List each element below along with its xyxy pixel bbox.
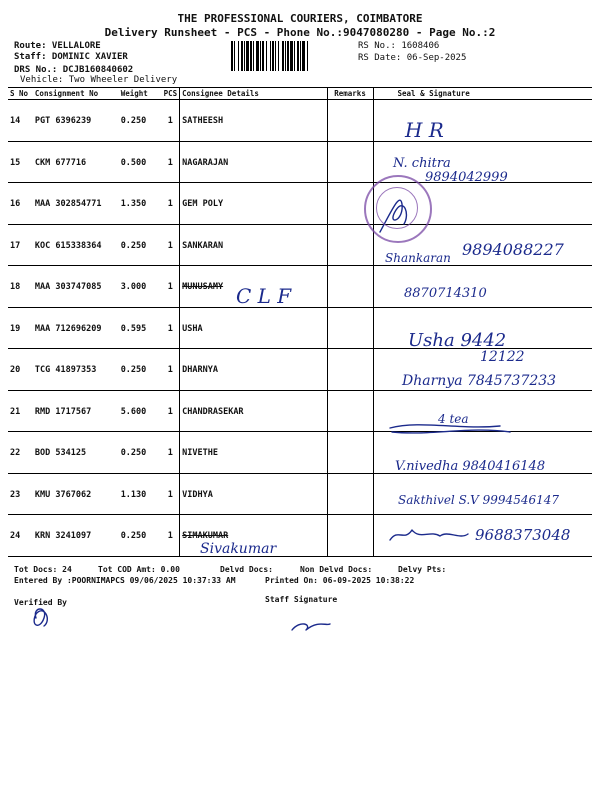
consignment-text: TCG 41897353 (34, 365, 97, 375)
consignee-text: NIVETHE (182, 448, 218, 458)
col-pcs: PCS (162, 88, 180, 100)
weight-text: 1.130 (120, 489, 147, 500)
consignee-text: USHA (182, 323, 203, 334)
pcs-text: 1 (167, 448, 173, 458)
entered-by: Entered By :POORNIMAPCS 09/06/2025 10:37:33 AM (14, 576, 236, 585)
staff-signature (292, 624, 330, 630)
consignment-text: CKM 677716 (34, 157, 87, 168)
delivery-points: Delvy Pts: (398, 565, 447, 574)
consignee-text: CHANDRASEKAR (182, 406, 244, 417)
company-name: THE PROFESSIONAL COURIERS, COIMBATORE (177, 12, 423, 25)
consignment-text: BOD 534125 (34, 448, 87, 458)
pcs-text: 1 (167, 406, 173, 417)
consignment-text: RMD 1717567 (34, 406, 92, 417)
weight-text: 0.595 (120, 323, 147, 334)
staff-label: Staff: DOMINIC XAVIER (14, 52, 128, 62)
consignment-text: MAA 302854771 (34, 199, 102, 209)
consignee-text: DHARNYA (182, 365, 218, 375)
col-consignee: Consignee Details (180, 88, 327, 100)
pcs-text: 1 (167, 116, 173, 126)
non-delivered-docs: Non Delvd Docs: (300, 565, 373, 574)
signature-row-18-phone: 8870714310 (404, 286, 487, 301)
signature-row-19-name: Usha 9442 (408, 330, 507, 351)
sno-text: 18 (10, 282, 21, 292)
signature-row-14: H R (405, 118, 444, 142)
rs-date: RS Date: 06-Sep-2025 (358, 53, 467, 63)
pcs-text: 1 (167, 531, 173, 541)
consignment-text: KRN 3241097 (34, 531, 92, 541)
col-sno: S No (8, 88, 33, 100)
signature-row-19-extra: 12122 (480, 349, 525, 365)
sno-text: 24 (10, 531, 21, 541)
consignee-text: SANKARAN (182, 240, 224, 251)
signature-scribble-row-24 (390, 530, 468, 540)
consignee-text: VIDHYA (182, 489, 213, 500)
col-consignment-no: Consignment No (33, 88, 119, 100)
drs-number: DRS No.: DCJB160840602 (14, 65, 134, 75)
sno-text: 23 (10, 489, 21, 500)
signature-row-15-name: N. chitra (393, 156, 451, 171)
total-docs: Tot Docs: 24 (14, 565, 72, 574)
sno-text: 15 (10, 157, 21, 168)
signature-row-23: Sakthivel S.V 9994546147 (398, 493, 560, 507)
consignee-text: SATHEESH (182, 116, 224, 126)
sno-text: 14 (10, 116, 21, 126)
consignment-text: KMU 3767062 (34, 489, 92, 500)
total-cod-amount: Tot COD Amt: 0.00 (98, 565, 180, 574)
rs-number: RS No.: 1608406 (358, 41, 440, 51)
consignee-text: SIMAKUMAR (182, 531, 229, 541)
printed-on: Printed On: 06-09-2025 10:38:22 (265, 576, 415, 585)
signature-row-17-phone: 9894088227 (462, 240, 564, 259)
consignment-text: MAA 712696209 (34, 323, 102, 334)
staff-signature-label: Staff Signature (265, 595, 338, 604)
vehicle-label: Vehicle: Two Wheeler Delivery (20, 75, 178, 85)
signature-row-24-name: Sivakumar (200, 541, 277, 557)
sno-text: 20 (10, 365, 21, 375)
weight-text: 0.250 (120, 240, 147, 251)
signature-strike-row-21 (390, 425, 510, 433)
sno-text: 17 (10, 240, 21, 251)
weight-text: 3.000 (120, 282, 147, 292)
pcs-text: 1 (167, 323, 173, 334)
signature-row-17-name: Shankaran (385, 251, 451, 265)
sno-text: 16 (10, 199, 21, 209)
col-remarks: Remarks (327, 88, 373, 100)
signature-row-18-mark: C L F (236, 284, 292, 308)
col-weight: Weight (119, 88, 162, 100)
runsheet-subtitle: Delivery Runsheet - PCS - Phone No.:9047080280 - Page No.:2 (104, 26, 496, 39)
pcs-text: 1 (167, 489, 173, 500)
pcs-text: 1 (167, 157, 173, 168)
consignment-text: MAA 303747085 (34, 282, 102, 292)
verified-signature (34, 609, 47, 626)
weight-text: 5.600 (120, 406, 147, 417)
signature-row-15-phone: 9894042999 (425, 170, 508, 185)
pcs-text: 1 (167, 199, 173, 209)
route-label: Route: VELLALORE (14, 41, 101, 51)
signature-row-22: V.nivedha 9840416148 (395, 459, 546, 474)
consignee-text: NAGARAJAN (182, 157, 229, 168)
sno-text: 21 (10, 406, 21, 417)
consignment-text: PGT 6396239 (34, 116, 92, 126)
col-seal-signature: Seal & Signature (373, 88, 592, 100)
weight-text: 0.250 (120, 531, 147, 541)
sno-text: 22 (10, 448, 21, 458)
delivered-docs: Delvd Docs: (220, 565, 273, 574)
verified-by-label: Verified By (14, 598, 67, 607)
weight-text: 0.250 (120, 116, 147, 126)
weight-text: 0.250 (120, 365, 147, 375)
pcs-text: 1 (167, 282, 173, 292)
sno-text: 19 (10, 323, 21, 334)
weight-text: 1.350 (120, 199, 147, 209)
consignee-text: MUNUSAMY (182, 282, 224, 292)
signature-row-24-phone: 9688373048 (475, 526, 571, 544)
weight-text: 0.250 (120, 448, 147, 458)
company-seal-stamp (364, 175, 432, 243)
consignee-text: GEM POLY (182, 199, 224, 209)
pcs-text: 1 (167, 365, 173, 375)
pcs-text: 1 (167, 240, 173, 251)
weight-text: 0.500 (120, 157, 147, 168)
signature-row-20: Dharnya 7845737233 (402, 373, 557, 389)
consignment-text: KOC 615338364 (34, 240, 102, 251)
signature-row-21: 4 tea (438, 412, 469, 426)
